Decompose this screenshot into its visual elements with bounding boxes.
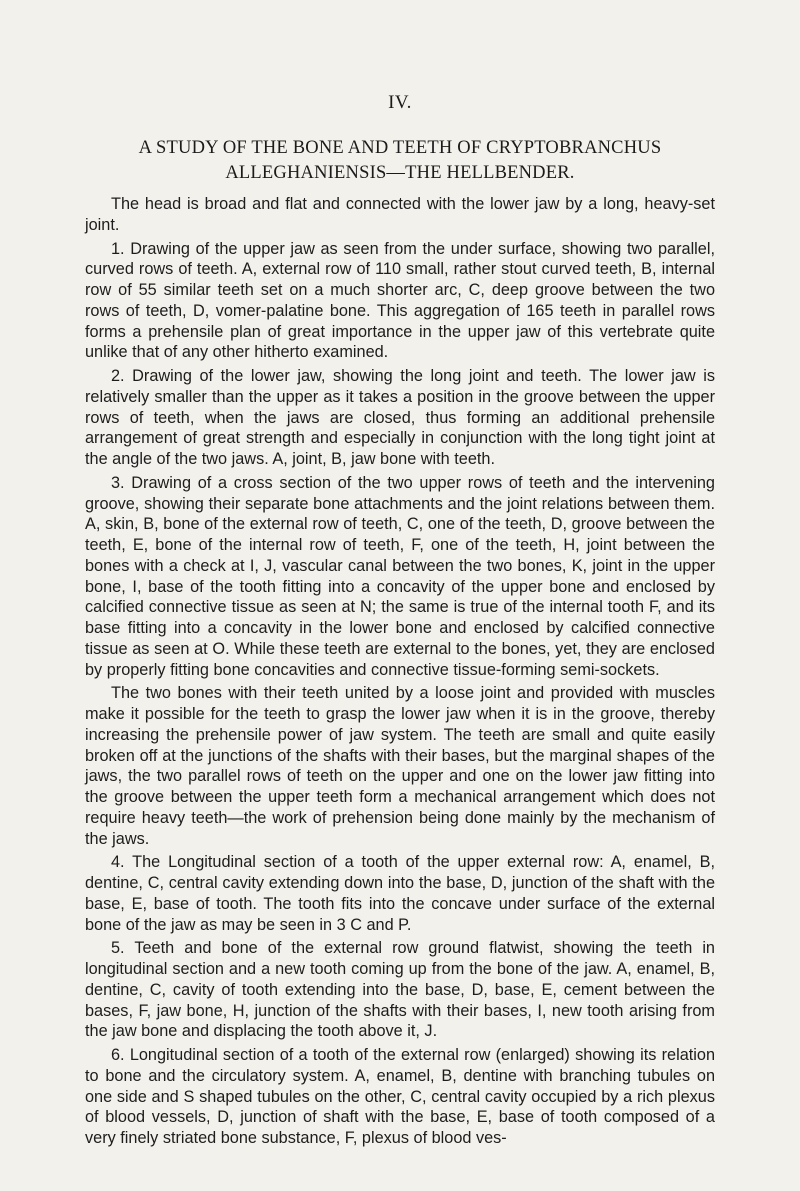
intro-paragraph: The head is broad and flat and connected with the lower jaw by a long, heavy-set joint. (85, 195, 715, 234)
section-number: IV. (388, 92, 412, 113)
paragraph-figure-1: 1. Drawing of the upper jaw as seen from the under surface, showing two parallel, curved rows of teeth. A, external row of 110 small, rather stout curved teeth, B, internal row of 55 similar teeth set on a much shorter arc, C, deep groove between the two rows of teeth, D, vomer-palatine bone. This aggregation of 165 teeth in parallel rows forms a prehensile plan of great importance in the upper jaw of this vertebrate quite unlike that of any other hitherto examined. (85, 239, 715, 362)
paragraph-figure-2: 2. Drawing of the lower jaw, showing the long joint and teeth. The lower jaw is relatively smaller than the upper as it takes a position in the groove between the upper rows of teeth, when the jaws are closed, thus forming an additional prehensile arrangement of great strength and especially in conjunction with the long tight joint at the angle of the two jaws. A, joint, B, jaw bone with teeth. (85, 367, 715, 468)
paragraph-figure-6: 6. Longitudinal section of a tooth of the external row (enlarged) showing its relation to bone and the circulatory system. A, enamel, B, dentine with branching tubules on one side and S shaped tubules on the other, C, central cavity occupied by a rich plexus of blood vessels, D, junction of shaft with the base, E, base of tooth composed of a very finely striated bone substance, F, plexus of blood ves- (85, 1046, 715, 1147)
article-title (110, 136, 690, 186)
title-line-2: ALLEGHANIENSIS—THE HELLBENDER. (225, 163, 575, 183)
paragraph-figure-4: 4. The Longitudinal section of a tooth of the upper external row: A, enamel, B, dentine, C, central cavity extending down into the base, D, junction of the shaft with the base, E, base of tooth. The tooth fits into the concave under surface of the external bone of the jaw as may be seen in 3 C and P. (85, 853, 715, 934)
paragraph-jaw-mechanism: The two bones with their teeth united by a loose joint and provided with muscles make it possible for the teeth to grasp the lower jaw when it is in the groove, thereby increasing the prehensile power of jaw system. The teeth are small and quite easily broken off at the junctions of the shafts with their bases, but the marginal shapes of the jaws, the two parallel rows of teeth on the upper and one on the lower jaw fitting into the groove between the upper teeth form a mechanical arrangement which does not require heavy teeth—the work of prehension being done mainly by the mechanism of the jaws. (85, 684, 715, 848)
paragraph-figure-3: 3. Drawing of a cross section of the two upper rows of teeth and the intervening groove, showing their separate bone attachments and the joint relations between them. A, skin, B, bone of the external row of teeth, C, one of the teeth, D, groove between the teeth, E, bone of the internal row of teeth, F, one of the teeth, H, joint between the bones with a check at I, J, vascular canal between the two bones, K, joint in the upper bone, I, base of the tooth fitting into a concavity of the upper bone and enclosed by calcified connective tissue as seen at N; the same is true of the internal tooth F, and its base fitting into a concavity in the lower bone and enclosed by calcified connective tissue as seen at O. While these teeth are external to the bones, yet, they are enclosed by properly fitting bone concavities and connective tissue-forming semi-sockets. (85, 473, 715, 679)
paragraph-figure-5: 5. Teeth and bone of the external row ground flatwist, showing the teeth in longitudinal section and a new tooth coming up from the bone of the jaw. A, enamel, B, dentine, C, cavity of tooth extending into the base, D, base, E, cement between the bases, F, jaw bone, H, junction of the shafts with their bases, I, new tooth arising from the jaw bone and displacing the tooth above it, J. (85, 939, 715, 1041)
title-line-1: A STUDY OF THE BONE AND TEETH OF CRYPTOBRANCHUS (138, 138, 662, 158)
article-body (85, 194, 715, 1149)
